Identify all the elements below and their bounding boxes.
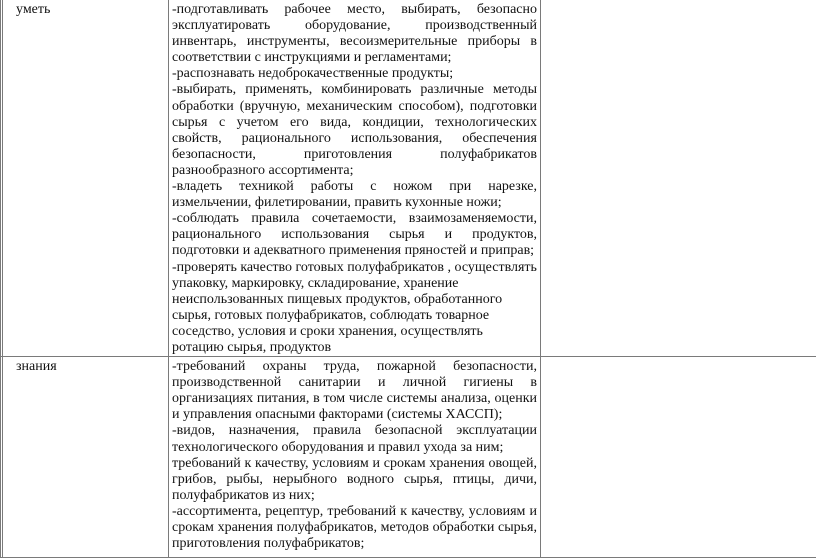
skills-item: -подготавливать рабочее место, выбирать, безопасно эксплуатировать оборудование, производственный инвентарь, инструменты, весоизмерительные приборы в соответствии с инструкциями и регламентами; xyxy=(172,2,537,66)
knowledge-item: -требований охраны труда, пожарной безопасности, производственной санитарии и личной гигиены в организациях питания, в том числе системы анализа, оценки и управления опасными факторами (системы ХАССП); xyxy=(172,359,537,423)
skills-item: -выбирать, применять, комбинировать различные методы обработки (вручную, механическим способом), подготовки сырья с учетом его вида, кондиции, технологических свойств, рационального использования, обеспечения безопасности, приготовления полуфабрикатов разнообразного ассортимента; xyxy=(172,82,537,179)
knowledge-item: требований к качеству, условиям и срокам хранения овощей, грибов, рыбы, нерыбного водного сырья, птицы, дичи, полуфабрикатов из них; xyxy=(172,456,537,504)
empty-cell xyxy=(541,357,816,558)
row-content-cell xyxy=(169,0,541,357)
skills-item: -соблюдать правила сочетаемости, взаимозаменяемости, рационального использования сырья и продуктов, подготовки и адекватного применения пряностей и приправ; xyxy=(172,211,537,259)
skills-item: -владеть техникой работы с ножом при нарезке, измельчении, филетировании, править кухонные ножи; xyxy=(172,179,537,211)
empty-cell xyxy=(541,0,816,357)
row-label-cell xyxy=(3,357,169,558)
row-content-cell xyxy=(169,357,541,558)
table-row-knowledge xyxy=(1,357,816,558)
row-label: уметь xyxy=(3,0,168,18)
skills-item: -распознавать недоброкачественные продукты; xyxy=(172,66,537,82)
row-label: знания xyxy=(3,357,168,375)
row-label-cell xyxy=(3,0,169,357)
table-row-skills xyxy=(1,0,816,357)
knowledge-item: -видов, назначения, правила безопасной эксплуатации технологического оборудования и правил ухода за ним; xyxy=(172,423,537,455)
knowledge-item: -ассортимента, рецептур, требований к качеству, условиям и срокам хранения полуфабрикатов, методов обработки сырья, приготовления полуфабрикатов; xyxy=(172,504,537,552)
skills-item: -проверять качество готовых полуфабрикатов , осуществлять упаковку, маркировку, складирование, хранение неиспользованных пищевых продуктов, обработанного сырья, готовых полуфабрикатов, соблюдать товарное соседство, условия и сроки хранения, осуществлять ротацию сырья, продуктов xyxy=(172,260,537,357)
